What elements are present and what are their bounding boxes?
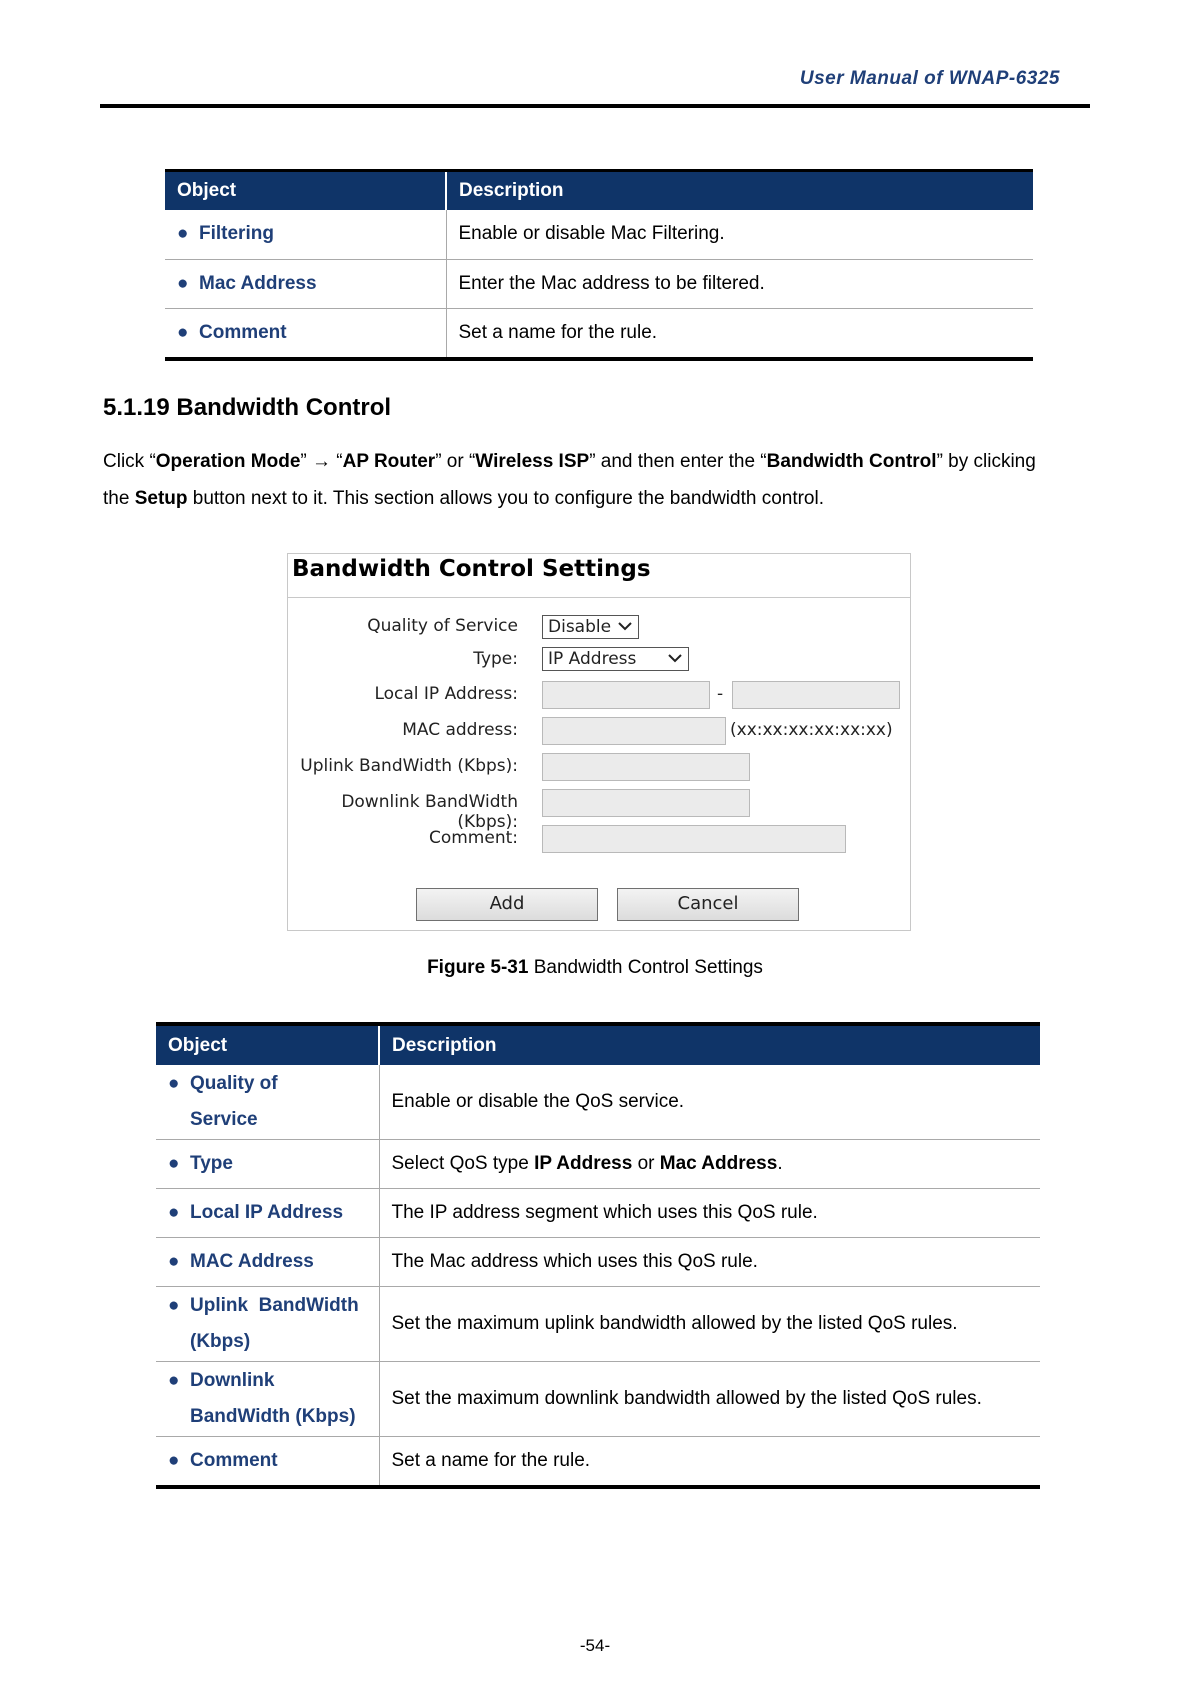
bullet-icon: ●: [168, 1072, 180, 1094]
local-ip-start-input[interactable]: [542, 681, 710, 709]
type-label: Type:: [473, 649, 518, 669]
desc-text: Select QoS type: [391, 1152, 535, 1174]
bullet-icon: ●: [177, 223, 189, 245]
page-number: -54-: [579, 1636, 611, 1655]
para-text: ” → “: [300, 451, 343, 472]
bullet-icon: ●: [168, 1369, 180, 1391]
qos-select[interactable]: [542, 615, 639, 639]
figure-caption: [0, 957, 1190, 979]
object-name: Uplink BandWidth: [190, 1294, 359, 1316]
object-name-cont: (Kbps): [190, 1330, 251, 1352]
object-description: Set a name for the rule.: [391, 1449, 591, 1471]
object-description: Set the maximum downlink bandwidth allowed by the listed QoS rules.: [379, 1361, 1040, 1436]
table-header-row: [156, 1026, 1040, 1065]
manual-header-title: User Manual of WNAP-6325: [799, 68, 1060, 89]
cancel-button[interactable]: Cancel: [617, 888, 799, 921]
local-ip-end-input[interactable]: [732, 681, 900, 709]
table-row: [165, 308, 1033, 357]
table-header-row: [165, 172, 1033, 210]
para-bold-setup: Setup: [134, 488, 188, 509]
object-description: Set the maximum uplink bandwidth allowed by the listed QoS rules.: [379, 1286, 1040, 1361]
table-row: [165, 259, 1033, 308]
downlink-bandwidth-label: Downlink BandWidth (Kbps):: [341, 792, 518, 832]
uplink-bandwidth-label: Uplink BandWidth (Kbps):: [300, 756, 518, 776]
section-paragraph: [103, 443, 1093, 517]
table-bottom-rule: [156, 1485, 1040, 1489]
para-text: the: [103, 488, 135, 509]
bullet-icon: ●: [168, 1250, 180, 1272]
mac-address-input[interactable]: [542, 717, 726, 745]
bandwidth-control-panel: [287, 553, 911, 931]
type-select-value: IP Address: [548, 649, 637, 669]
object-name-cont: BandWidth (Kbps): [190, 1405, 356, 1427]
table-row: [156, 1237, 1040, 1286]
table-row: [156, 1436, 1040, 1485]
mac-format-hint: (xx:xx:xx:xx:xx:xx): [730, 720, 893, 740]
figure-number: Figure 5-31: [427, 957, 529, 978]
object-description: The Mac address which uses this QoS rule.: [379, 1237, 1040, 1286]
header-rule: [100, 104, 1090, 108]
para-bold-operation-mode: Operation Mode: [155, 451, 301, 472]
object-name: Type: [190, 1152, 233, 1174]
bullet-icon: ●: [168, 1201, 180, 1223]
bullet-icon: ●: [168, 1449, 180, 1471]
para-text: ” and then enter the “: [589, 451, 767, 472]
table-row: [156, 1188, 1040, 1237]
object-description: The IP address segment which uses this QoS rule.: [379, 1188, 1040, 1237]
panel-title-rule: [288, 597, 910, 598]
desc-text: .: [777, 1152, 783, 1174]
object-name: Local IP Address: [190, 1201, 344, 1223]
desc-bold-ip-address: IP Address: [534, 1152, 633, 1174]
section-heading: 5.1.19 Bandwidth Control: [103, 394, 392, 421]
para-text: Click “: [103, 451, 156, 472]
table-row: [156, 1286, 1040, 1361]
object-name: Filtering: [199, 223, 274, 245]
ip-range-dash: -: [717, 684, 724, 704]
mac-address-label: MAC address:: [402, 720, 518, 740]
chevron-down-icon: [618, 619, 632, 633]
desc-bold-mac-address: Mac Address: [659, 1152, 778, 1174]
object-name: Comment: [199, 321, 287, 343]
object-table-1: [165, 169, 1033, 361]
para-bold-ap-router: AP Router: [342, 451, 436, 472]
object-table-2: [156, 1022, 1040, 1489]
object-description: Enter the Mac address to be filtered.: [446, 259, 1033, 308]
comment-label: Comment:: [428, 828, 518, 848]
downlink-bandwidth-input[interactable]: [542, 789, 750, 817]
uplink-bandwidth-input[interactable]: [542, 753, 750, 781]
bullet-icon: ●: [168, 1152, 180, 1174]
qos-label: Quality of Service: [367, 616, 518, 636]
object-name: Downlink: [190, 1369, 275, 1391]
bullet-icon: ●: [177, 272, 189, 294]
object-description: [379, 1139, 1040, 1188]
qos-select-value: Disable: [548, 617, 612, 637]
desc-text: or: [632, 1152, 660, 1174]
object-description: Enable or disable Mac Filtering.: [446, 210, 1033, 259]
col-description-header: Description: [379, 1026, 1040, 1065]
bullet-icon: ●: [168, 1294, 180, 1316]
panel-title: Bandwidth Control Settings: [292, 556, 651, 582]
para-bold-wireless-isp: Wireless ISP: [475, 451, 590, 472]
col-object-header: Object: [156, 1026, 379, 1065]
figure-title: Bandwidth Control Settings: [528, 957, 763, 978]
table-row: [156, 1065, 1040, 1139]
object-description: Enable or disable the QoS service.: [379, 1065, 1040, 1139]
object-name: Mac Address: [199, 272, 317, 294]
chevron-down-icon: [668, 651, 682, 665]
type-select[interactable]: [542, 647, 689, 671]
para-text: ” by clicking: [936, 451, 1036, 472]
local-ip-label: Local IP Address:: [374, 684, 518, 704]
table-bottom-rule: [165, 357, 1033, 361]
para-text: button next to it. This section allows you to configure the bandwidth control.: [187, 488, 825, 509]
para-bold-bandwidth-control: Bandwidth Control: [766, 451, 937, 472]
table-row: [156, 1139, 1040, 1188]
object-name: MAC Address: [190, 1250, 314, 1272]
col-object-header: Object: [165, 172, 446, 210]
col-description-header: Description: [446, 172, 1033, 210]
object-name: Quality of: [190, 1072, 278, 1094]
comment-input[interactable]: [542, 825, 846, 853]
object-description: Set a name for the rule.: [458, 321, 658, 343]
object-name-cont: Service: [190, 1108, 258, 1130]
para-text: ” or “: [435, 451, 476, 472]
bullet-icon: ●: [177, 321, 189, 343]
table-row: [156, 1361, 1040, 1436]
add-button[interactable]: Add: [416, 888, 598, 921]
object-name: Comment: [190, 1449, 278, 1471]
table-row: [165, 210, 1033, 259]
